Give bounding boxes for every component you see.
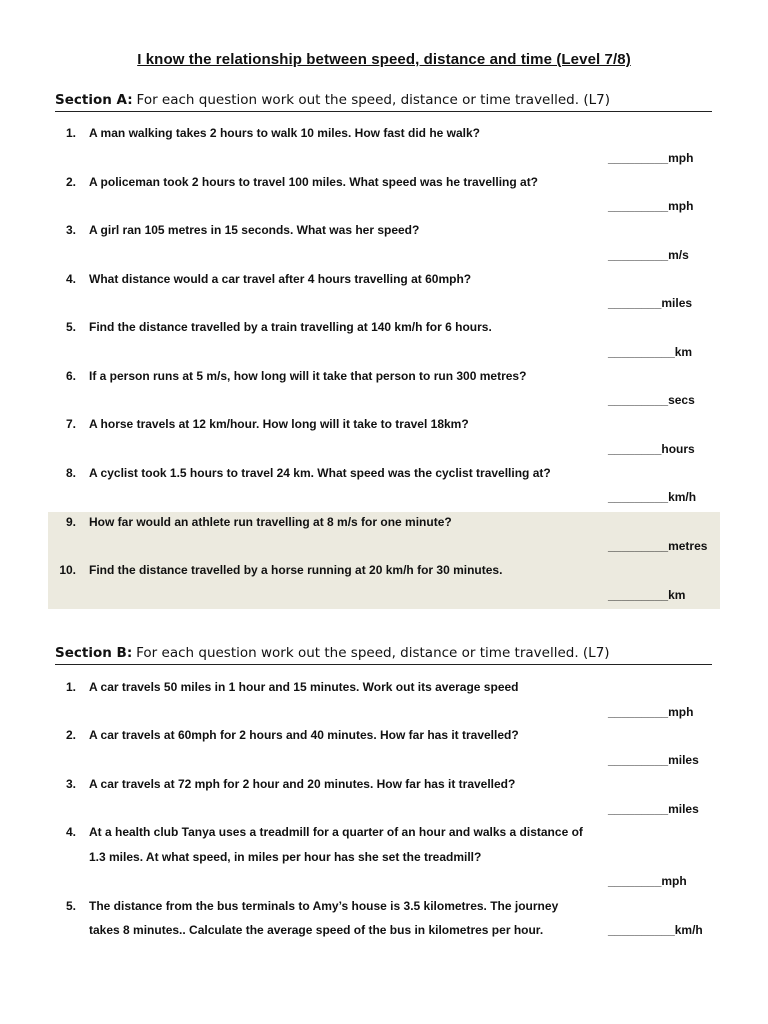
question-text: A car travels at 60mph for 2 hours and 40 minutes. How far has it travelled? — [89, 728, 519, 742]
question-text: Find the distance travelled by a horse running at 20 km/h for 30 minutes. — [89, 563, 503, 577]
answer-blank-a4: ________miles — [608, 296, 693, 310]
question-number: 7. — [65, 417, 76, 431]
question-text: If a person runs at 5 m/s, how long will it take that person to run 300 metres? — [89, 369, 527, 383]
section-a-colon: : — [127, 92, 133, 108]
answer-blank-a3: _________m/s — [608, 248, 689, 262]
question-number: 10. — [59, 563, 76, 577]
question-text: What distance would a car travel after 4 hours travelling at 60mph? — [89, 272, 472, 286]
answer-blank-b3: _________miles — [608, 802, 699, 816]
question-text: The distance from the bus terminals to Amy’s house is 3.5 kilometres. The journey — [89, 899, 559, 913]
answer-blank-a9: _________metres — [608, 539, 708, 553]
answer-blank-a7: ________hours — [608, 442, 695, 456]
answer-blank-b4: ________mph — [608, 874, 687, 888]
question-number: 3. — [65, 223, 76, 237]
section-a-header — [55, 89, 712, 112]
question-number: 1. — [65, 680, 76, 694]
answer-blank-a8: _________km/h — [608, 490, 697, 504]
question-number: 5. — [65, 899, 76, 913]
question-number: 2. — [65, 175, 76, 189]
answer-blank-a6: _________secs — [608, 393, 695, 407]
question-text: A man walking takes 2 hours to walk 10 miles. How fast did he walk? — [89, 126, 481, 140]
section-a-label: Section A — [55, 92, 128, 108]
question-number: 8. — [65, 466, 76, 480]
question-number: 1. — [65, 126, 76, 140]
page-title: I know the relationship between speed, distance and time (Level 7/8) — [137, 51, 631, 68]
question-text: Find the distance travelled by a train travelling at 140 km/h for 6 hours. — [89, 320, 492, 334]
section-b-header — [55, 642, 712, 665]
question-text: At a health club Tanya uses a treadmill for a quarter of an hour and walks a distance of — [89, 825, 583, 839]
question-number: 3. — [65, 777, 76, 791]
question-number: 4. — [65, 272, 76, 286]
question-number: 5. — [65, 320, 76, 334]
question-number: 6. — [65, 369, 76, 383]
answer-blank-b2: _________miles — [608, 753, 699, 767]
question-text: A car travels at 72 mph for 2 hour and 20 minutes. How far has it travelled? — [89, 777, 516, 791]
answer-blank-a10: _________km — [608, 588, 686, 602]
question-number: 2. — [65, 728, 76, 742]
answer-blank-a2: _________mph — [608, 199, 694, 213]
question-text: A policeman took 2 hours to travel 100 miles. What speed was he travelling at? — [89, 175, 539, 189]
question-text-line-2: takes 8 minutes.. Calculate the average speed of the bus in kilometres per hour. — [89, 923, 544, 937]
question-text: How far would an athlete run travelling at 8 m/s for one minute? — [89, 515, 452, 529]
question-text: A horse travels at 12 km/hour. How long will it take to travel 18km? — [89, 417, 469, 431]
answer-blank-b5: __________km/h — [608, 923, 703, 937]
answer-blank-a5: __________km — [608, 345, 693, 359]
section-b-colon: : — [126, 645, 133, 661]
question-text: A girl ran 105 metres in 15 seconds. What was her speed? — [89, 223, 420, 237]
question-text-line-2: 1.3 miles. At what speed, in miles per hour has she set the treadmill? — [89, 850, 482, 864]
question-number: 9. — [65, 515, 76, 529]
question-text: A car travels 50 miles in 1 hour and 15 minutes. Work out its average speed — [89, 680, 519, 694]
section-b-instruction: For each question work out the speed, distance or time travelled. (L7) — [136, 645, 610, 661]
answer-blank-a1: _________mph — [608, 151, 694, 165]
answer-blank-b1: _________mph — [608, 705, 694, 719]
section-b-label: Section B — [55, 645, 127, 661]
section-a-instruction: For each question work out the speed, distance or time travelled. (L7) — [136, 92, 610, 108]
question-number: 4. — [65, 825, 76, 839]
question-text: A cyclist took 1.5 hours to travel 24 km. What speed was the cyclist travelling at? — [89, 466, 551, 480]
